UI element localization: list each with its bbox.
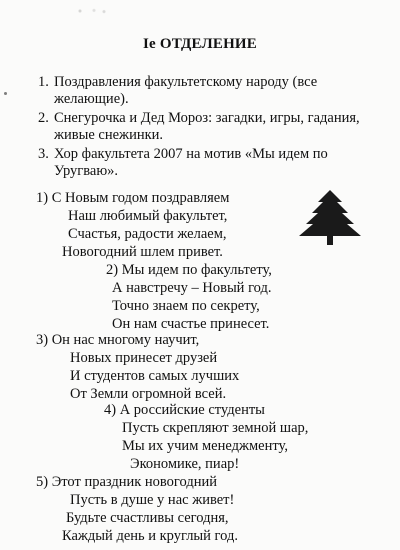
poem-line: 1) С Новым годом поздравляем: [36, 190, 230, 206]
poem-line: Пусть в душе у нас живет!: [70, 492, 235, 508]
poem-line: 4) А российские студенты: [104, 402, 265, 418]
poem-line: Новых принесет друзей: [70, 350, 218, 366]
page-title: Iе ОТДЕЛЕНИЕ: [142, 36, 258, 52]
poem-line: Точно знаем по секрету,: [112, 298, 260, 314]
poem-line: Каждый день и круглый год.: [62, 528, 238, 544]
list-item-text: Хор факультета 2007 на мотив «Мы идем по Уругваю».: [54, 146, 328, 179]
list-item-text: Поздравления факультетскому народу (все желающие).: [54, 74, 318, 107]
poem-line: 3) Он нас многому научит,: [36, 332, 200, 348]
poem-line: Наш любимый факультет,: [68, 208, 228, 224]
poem-line: 2) Мы идем по факультету,: [106, 262, 272, 278]
list-item-number: 1.: [38, 74, 49, 90]
poem-line: Счастья, радости желаем,: [68, 226, 227, 242]
poem-line: Экономике, пиар!: [130, 456, 240, 472]
list-item-text: Снегурочка и Дед Мороз: загадки, игры, гадания, живые снежинки.: [54, 110, 360, 143]
poem-line: Будьте счастливы сегодня,: [66, 510, 229, 526]
poem-line: А навстречу – Новый год.: [112, 280, 272, 296]
poem-line: Пусть скрепляют земной шар,: [122, 420, 309, 436]
poem-line: Мы их учим менеджменту,: [122, 438, 288, 454]
poem-line: Он нам счастье принесет.: [112, 316, 270, 332]
poem-line: 5) Этот праздник новогодний: [36, 474, 218, 490]
list-item-number: 2.: [38, 110, 49, 126]
poem-line: От Земли огромной всей.: [70, 386, 227, 402]
list-item-number: 3.: [38, 146, 49, 162]
poem-line: Новогодний шлем привет.: [62, 244, 223, 260]
poem-line: И студентов самых лучших: [70, 368, 240, 384]
christmas-tree-icon: [296, 190, 364, 246]
